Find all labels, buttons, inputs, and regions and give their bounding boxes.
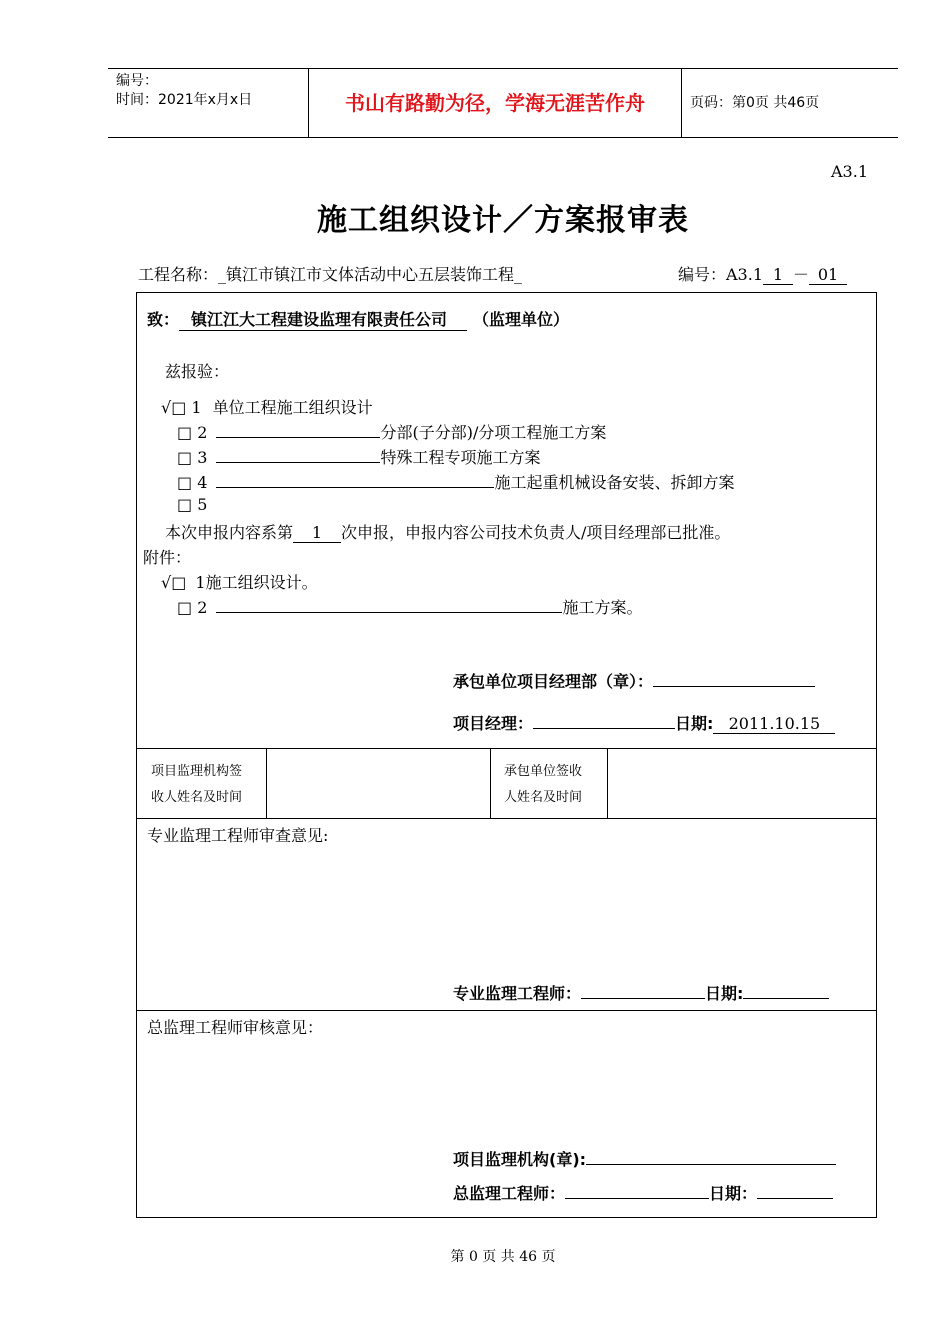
to-suffix: （监理单位） xyxy=(473,310,570,329)
supervision-signoff-label xyxy=(151,759,242,811)
page-title: 施工组织设计／方案报审表 xyxy=(317,203,689,238)
specialist-sign-line xyxy=(453,981,829,1004)
contractor-dept-line xyxy=(453,669,815,692)
number-part1: 1 xyxy=(763,265,793,285)
chief-sign-field[interactable] xyxy=(565,1198,709,1199)
to-name: 镇江江大工程建设监理有限责任公司 xyxy=(179,307,467,331)
item-1[interactable] xyxy=(161,395,373,418)
submission-prefix: 本次申报内容系第 xyxy=(165,523,294,542)
item-3-mark: □ 3 xyxy=(177,448,208,467)
chief-org-field[interactable] xyxy=(586,1164,836,1165)
supervision-label-line1: 项目监理机构签 xyxy=(151,764,243,779)
project-label: 工程名称： xyxy=(138,265,219,284)
contractor-signoff-field[interactable] xyxy=(608,749,876,818)
item-1-text: 单位工程施工组织设计 xyxy=(212,398,373,417)
attachment-2-blank[interactable] xyxy=(216,612,562,613)
item-4-blank[interactable] xyxy=(216,487,494,488)
pm-field[interactable] xyxy=(533,728,675,729)
attachments-label: 附件： xyxy=(143,548,192,567)
chief-date-field[interactable] xyxy=(757,1198,833,1199)
page-header xyxy=(108,68,898,138)
header-motto: 书山有路勤为径，学海无涯苦作舟 xyxy=(308,69,682,137)
item-2[interactable] xyxy=(177,420,606,443)
submission-line xyxy=(165,520,730,543)
form-table xyxy=(136,292,877,1218)
item-5[interactable] xyxy=(177,495,207,514)
pm-label: 项目经理： xyxy=(453,714,534,733)
pm-line xyxy=(453,711,835,734)
project-number-line xyxy=(678,262,847,285)
specialist-sign-field[interactable] xyxy=(581,998,705,999)
chief-date-label: 日期： xyxy=(709,1184,758,1203)
attachment-2-mark: □ 2 xyxy=(177,598,208,617)
contractor-label-line2: 人姓名及时间 xyxy=(504,790,583,805)
chief-review-heading: 总监理工程师审核意见： xyxy=(147,1018,324,1037)
number-sep: － xyxy=(793,265,810,284)
contractor-signoff-label xyxy=(504,759,582,811)
form-ref-code: A3.1 xyxy=(831,162,868,181)
number-label: 编号：A3.1 xyxy=(678,265,764,284)
item-5-mark: □ 5 xyxy=(177,495,208,514)
item-3-blank[interactable] xyxy=(216,462,380,463)
submission-suffix: 次申报，申报内容公司技术负责人/项目经理部已批准。 xyxy=(341,523,731,542)
item-2-blank[interactable] xyxy=(216,437,380,438)
chief-sign-label: 总监理工程师： xyxy=(453,1184,566,1203)
header-time: 时间：2021年x月x日 xyxy=(116,92,253,108)
divider xyxy=(137,818,876,819)
submit-label: 兹报验： xyxy=(165,362,230,381)
divider xyxy=(137,1010,876,1011)
contractor-dept-label: 承包单位项目经理部（章）： xyxy=(453,672,654,691)
item-4-text: 施工起重机械设备安装、拆卸方案 xyxy=(494,473,735,492)
specialist-date-field[interactable] xyxy=(743,998,829,999)
specialist-review-heading: 专业监理工程师审查意见: xyxy=(147,826,329,845)
to-label: 致： xyxy=(147,310,180,329)
attachment-2[interactable] xyxy=(177,595,643,618)
item-2-text: 分部(子分部)/分项工程施工方案 xyxy=(380,423,607,442)
project-name-line xyxy=(138,262,522,285)
header-meta xyxy=(108,69,308,137)
contractor-dept-field[interactable] xyxy=(653,686,815,687)
chief-org-line xyxy=(453,1147,836,1170)
chief-org-label: 项目监理机构(章): xyxy=(453,1150,587,1169)
item-2-mark: □ 2 xyxy=(177,423,208,442)
contractor-label-line1: 承包单位签收 xyxy=(504,764,583,779)
item-1-mark: √□ 1 xyxy=(161,398,202,417)
divider xyxy=(490,748,491,818)
page-footer: 第 0 页 共 46 页 xyxy=(450,1249,556,1265)
attachment-1[interactable] xyxy=(161,570,318,593)
attachment-2-text: 施工方案。 xyxy=(562,598,643,617)
number-part2: 01 xyxy=(809,265,847,285)
specialist-date-label: 日期: xyxy=(705,984,744,1003)
item-3-text: 特殊工程专项施工方案 xyxy=(380,448,541,467)
chief-sign-line xyxy=(453,1181,833,1204)
pm-date-value: 2011.10.15 xyxy=(713,714,835,734)
submission-count: 1 xyxy=(293,523,341,543)
item-3[interactable] xyxy=(177,445,541,468)
header-code: 编号： xyxy=(116,73,158,89)
item-4-mark: □ 4 xyxy=(177,473,208,492)
attachment-1-mark: √□ xyxy=(161,573,187,592)
item-4[interactable] xyxy=(177,470,735,493)
specialist-sign-label: 专业监理工程师： xyxy=(453,984,582,1003)
header-page-info: 页码：第0页 共46页 xyxy=(690,95,820,111)
pm-date-label: 日期: xyxy=(675,714,714,733)
attachment-1-text: 1施工组织设计。 xyxy=(195,573,318,592)
to-line xyxy=(147,307,569,331)
project-name: _镇江市镇江市文体活动中心五层装饰工程_ xyxy=(218,265,523,284)
supervision-signoff-field[interactable] xyxy=(267,749,490,818)
supervision-label-line2: 收人姓名及时间 xyxy=(151,790,243,805)
